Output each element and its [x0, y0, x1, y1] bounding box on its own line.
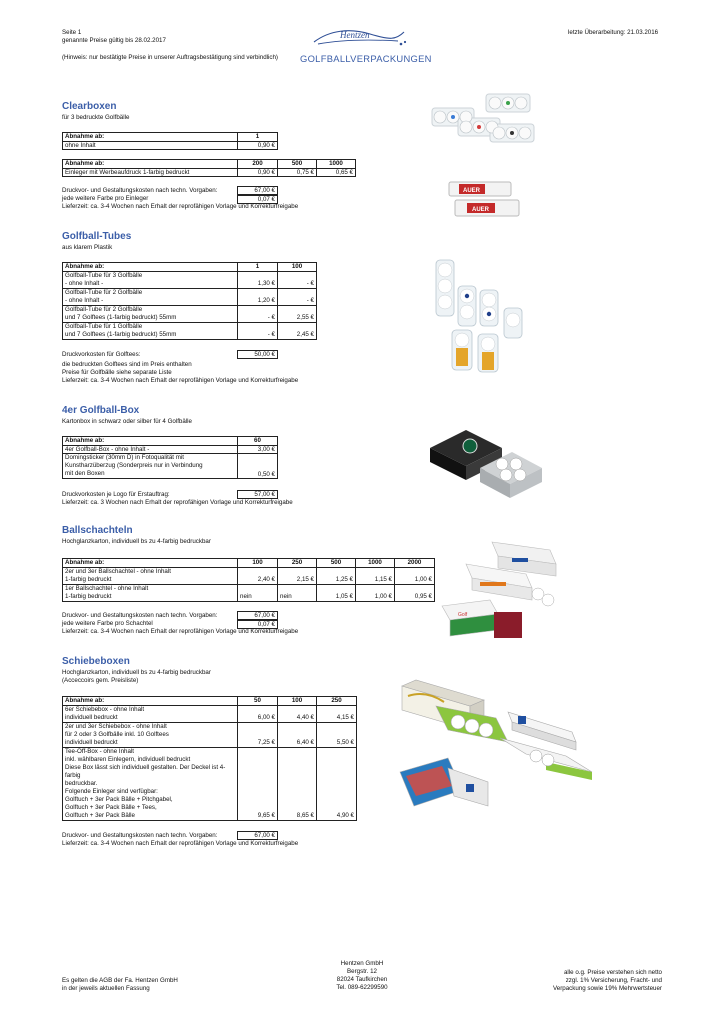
price-cell: - €	[278, 288, 317, 305]
table-row	[63, 445, 278, 454]
table-row	[63, 271, 317, 288]
clearboxen-table-1	[62, 132, 278, 150]
row-line: individuell bedruckt	[65, 738, 118, 746]
svg-text:AUER: AUER	[463, 188, 481, 194]
table-header-row	[63, 697, 357, 706]
price-cell: - €	[238, 305, 278, 322]
price-cell: nein	[278, 584, 317, 601]
box4-product-image	[426, 414, 544, 502]
price-cell: 0,65 €	[317, 168, 356, 177]
row-line: für 2 oder 3 Golfbälle inkl. 10 Golftees	[65, 730, 169, 738]
table-header-row	[63, 437, 278, 446]
section-title-clearboxen: Clearboxen	[62, 101, 117, 112]
cost-value-box: 50,00 €	[237, 350, 278, 359]
row-line: Kunstharzüberzug (Sonderpreis nur in Verbindung	[65, 462, 203, 470]
table-header-cell: 1000	[317, 160, 356, 169]
brand-title: GOLFBALLVERPACKUNGEN	[300, 53, 432, 64]
cost-value-box: 57,00 €	[237, 490, 278, 499]
clearbox-insert-image	[445, 178, 523, 220]
price-cell: 4,15 €	[317, 705, 357, 722]
price-cell: 2,55 €	[278, 305, 317, 322]
price-cell: 6,40 €	[278, 722, 317, 747]
price-cell: 1,25 €	[317, 567, 356, 584]
row-line: individuell bedruckt	[65, 713, 118, 721]
logo-text: Hentzen	[340, 30, 370, 40]
footer-line: Bergstr. 12	[347, 968, 377, 975]
row-line: Golfball-Tube für 1 Golfbälle	[65, 322, 143, 330]
table-header-row	[63, 263, 317, 272]
price-cell: 7,25 €	[238, 722, 278, 747]
section-title-tubes: Golfball-Tubes	[62, 231, 132, 242]
delivery-note: Lieferzeit: ca. 3-4 Wochen nach Erhalt der reprofähigen Vorlage und Korrekturfreigabe	[62, 203, 299, 210]
row-line: Domingsticker (30mm D) in Fotoqualität mit	[65, 454, 184, 462]
price-cell: 1,05 €	[317, 584, 356, 601]
price-cell: 0,50 €	[238, 454, 278, 479]
row-line: 1er Ballschachtel - ohne Inhalt	[65, 584, 149, 592]
footer-line: in der jeweils aktuellen Fassung	[62, 985, 150, 992]
table-header-cell: Abnahme ab:	[63, 559, 238, 568]
price-cell: nein	[238, 584, 278, 601]
clearbox-product-image	[428, 86, 540, 156]
price-cell: 0,90 €	[238, 168, 278, 177]
row-line: Golftuch + 3er Pack Bälle + Pitchgabel,	[65, 795, 173, 803]
validity-note: genannte Preise gültig bis 28.02.2017	[62, 37, 166, 44]
footer-line: Hentzen GmbH	[340, 960, 384, 967]
ballschachteln-table	[62, 558, 435, 602]
section-subtitle-schiebeboxen: Hochglanzkarton, individuell bs zu 4-farbig bedruckbar	[62, 669, 211, 676]
table-cell: Einleger mit Werbeaufdruck 1-farbig bedruckt	[63, 168, 238, 177]
cost-label: Druckvorkosten für Golftees:	[62, 351, 141, 358]
footer-line: alle o.g. Preise verstehen sich netto	[563, 969, 662, 976]
price-cell: 2,15 €	[278, 567, 317, 584]
table-row	[63, 288, 317, 305]
row-line: 1-farbig bedruckt	[65, 592, 112, 600]
note-line: Preise für Golfbälle siehe separate Liste	[62, 369, 172, 376]
last-revision: letzte Überarbeitung: 21.03.2016	[568, 29, 659, 36]
footer-line: zzgl. 1% Versicherung, Fracht- und	[565, 977, 662, 984]
delivery-note: Lieferzeit: ca. 3 Wochen nach Erhalt der reprofähigen Vorlage und Korrekturfreigabe	[62, 499, 293, 506]
table-header-row	[63, 559, 435, 568]
table-header-cell: Abnahme ab:	[63, 437, 238, 446]
cost-value-box: 67,00 €	[237, 186, 278, 195]
table-cell: 4er Golfball-Box - ohne Inhalt -	[63, 445, 238, 454]
hint-note: (Hinweis: nur bestätigte Preise in unserer Auftragsbestätigung sind verbindlich)	[62, 54, 278, 61]
price-cell: - €	[238, 322, 278, 339]
row-line: und 7 Golftees (1-farbig bedruckt) 55mm	[65, 330, 177, 338]
note-line: die bedruckten Golftees sind im Preis enthalten	[62, 361, 192, 368]
row-line: Diese Box lässt sich individuell gestalten. Der Deckel ist 4-farbig	[65, 763, 226, 779]
table-row	[63, 567, 435, 584]
company-logo	[310, 26, 410, 48]
tubes-product-image	[430, 256, 530, 376]
row-line: 1-farbig bedruckt	[65, 575, 112, 583]
price-cell: 1,00 €	[356, 584, 395, 601]
delivery-note: Lieferzeit: ca. 3-4 Wochen nach Erhalt der reprofähigen Vorlage und Korrekturfreigabe	[62, 840, 299, 847]
table-header-cell: 1000	[356, 559, 395, 568]
table-row	[63, 168, 356, 177]
row-line: 2er und 3er Ballschachtel - ohne Inhalt	[65, 567, 171, 575]
row-line: Golfball-Tube für 2 Golfbälle	[65, 288, 143, 296]
table-row	[63, 141, 278, 150]
price-cell: 1,20 €	[238, 288, 278, 305]
cost-label: Druckvor- und Gestaltungskosten nach techn. Vorgaben:	[62, 612, 218, 619]
section-subtitle-box4: Kartonbox in schwarz oder silber für 4 Golfbälle	[62, 418, 193, 425]
section-subtitle-clearboxen: für 3 bedruckte Golfbälle	[62, 114, 130, 121]
delivery-note: Lieferzeit: ca. 3-4 Wochen nach Erhalt der reprofähigen Vorlage und Korrekturfreigabe	[62, 377, 299, 384]
row-line: inkl. wählbaren Einlegern, individuell bedruckt	[65, 755, 191, 763]
table-header-cell: 60	[238, 437, 278, 446]
footer-line: Verpackung sowie 19% Mehrwertsteuer	[552, 985, 662, 992]
table-row	[63, 322, 317, 339]
table-row	[63, 705, 357, 722]
table-header-cell: 100	[278, 263, 317, 272]
footer-left	[62, 977, 178, 993]
table-header-row	[63, 160, 356, 169]
page-number: Seite 1	[62, 29, 82, 36]
cost-label: Druckvor- und Gestaltungskosten nach techn. Vorgaben:	[62, 187, 218, 194]
table-row	[63, 454, 278, 479]
table-header-cell: Abnahme ab:	[63, 697, 238, 706]
cost-label: Druckvorkosten je Logo für Erstauftrag:	[62, 491, 170, 498]
price-cell: 0,95 €	[395, 584, 435, 601]
table-header-cell: 100	[278, 697, 317, 706]
table-row	[63, 747, 357, 820]
cost-label: Druckvor- und Gestaltungskosten nach techn. Vorgaben:	[62, 832, 218, 839]
row-line: 6er Schiebebox - ohne Inhalt	[65, 705, 145, 713]
table-row	[63, 584, 435, 601]
price-cell: 3,00 €	[238, 445, 278, 454]
svg-text:AUER: AUER	[472, 207, 490, 213]
price-cell: 9,65 €	[238, 747, 278, 820]
ballschachteln-product-image	[436, 534, 560, 644]
price-cell: 1,30 €	[238, 271, 278, 288]
schiebeboxen-table	[62, 696, 357, 821]
table-header-cell: 2000	[395, 559, 435, 568]
table-row	[63, 305, 317, 322]
table-header-cell: 100	[238, 559, 278, 568]
tubes-table	[62, 262, 317, 340]
svg-text:Golf: Golf	[458, 612, 468, 618]
row-line: - ohne Inhalt -	[65, 296, 104, 304]
row-line: Tee-Off-Box - ohne Inhalt	[65, 747, 135, 755]
table-header-cell: 1	[238, 263, 278, 272]
section-subtitle-schiebeboxen-2: (Acceccoirs gem. Preisliste)	[62, 677, 139, 684]
table-header-cell: 250	[278, 559, 317, 568]
row-line: Golftuch + 3er Pack Bälle	[65, 811, 135, 819]
table-header-cell: 200	[238, 160, 278, 169]
price-cell: 5,50 €	[317, 722, 357, 747]
table-cell: ohne Inhalt	[63, 141, 238, 150]
footer-line: Tel. 089-62299590	[336, 984, 388, 991]
price-cell: 6,00 €	[238, 705, 278, 722]
price-cell: 4,40 €	[278, 705, 317, 722]
box4-table	[62, 436, 278, 479]
table-row	[63, 722, 357, 747]
row-line: Golfball-Tube für 3 Golfbälle	[65, 271, 143, 279]
cost-value-box: 67,00 €	[237, 611, 278, 620]
section-subtitle-tubes: aus klarem Plastik	[62, 244, 113, 251]
row-line: und 7 Golftees (1-farbig bedruckt) 55mm	[65, 313, 177, 321]
row-line: Folgende Einleger sind verfügbar:	[65, 787, 158, 795]
footer-right	[540, 969, 662, 993]
cost-value-box: 0,07 €	[237, 620, 278, 629]
price-cell: 4,90 €	[317, 747, 357, 820]
table-header-cell: 250	[317, 697, 357, 706]
row-line: mit den Boxen	[65, 470, 105, 478]
price-cell: 8,65 €	[278, 747, 317, 820]
price-cell: 0,90 €	[238, 141, 278, 150]
table-header-cell: Abnahme ab:	[63, 263, 238, 272]
price-cell: 2,40 €	[238, 567, 278, 584]
price-cell: 0,75 €	[278, 168, 317, 177]
section-title-box4: 4er Golfball-Box	[62, 405, 140, 416]
section-title-ballschachteln: Ballschachteln	[62, 525, 133, 536]
section-subtitle-ballschachteln: Hochglanzkarton, individuell bs zu 4-farbig bedruckbar	[62, 538, 211, 545]
price-cell: 1,00 €	[395, 567, 435, 584]
cost-value-box: 0,07 €	[237, 195, 278, 204]
cost-value-box: 67,00 €	[237, 831, 278, 840]
table-header-cell: 500	[278, 160, 317, 169]
clearboxen-table-2	[62, 159, 356, 177]
price-cell: 2,45 €	[278, 322, 317, 339]
footer-line: 82024 Taufkirchen	[336, 976, 388, 983]
footer-center	[322, 960, 402, 992]
table-header-row	[63, 133, 278, 142]
table-header-cell: 1	[238, 133, 278, 142]
row-line: bedruckbar.	[65, 779, 98, 787]
table-header-cell: Abnahme ab:	[63, 133, 238, 142]
cost-label: jede weitere Farbe pro Schachtel	[62, 620, 153, 627]
table-header-cell: Abnahme ab:	[63, 160, 238, 169]
schiebeboxen-product-image	[396, 672, 596, 812]
table-header-cell: 500	[317, 559, 356, 568]
footer-line: Es gelten die AGB der Fa. Hentzen GmbH	[62, 977, 178, 984]
row-line: Golfball-Tube für 2 Golfbälle	[65, 305, 143, 313]
price-cell: 1,15 €	[356, 567, 395, 584]
row-line: 2er und 3er Schiebebox - ohne Inhalt	[65, 722, 167, 730]
cost-label: jede weitere Farbe pro Einleger	[62, 195, 149, 202]
row-line: Golftuch + 3er Pack Bälle + Tees,	[65, 803, 157, 811]
delivery-note: Lieferzeit: ca. 3-4 Wochen nach Erhalt der reprofähigen Vorlage und Korrekturfreigabe	[62, 628, 299, 635]
row-line: - ohne Inhalt -	[65, 279, 104, 287]
table-header-cell: 50	[238, 697, 278, 706]
price-cell: - €	[278, 271, 317, 288]
section-title-schiebeboxen: Schiebeboxen	[62, 656, 130, 667]
